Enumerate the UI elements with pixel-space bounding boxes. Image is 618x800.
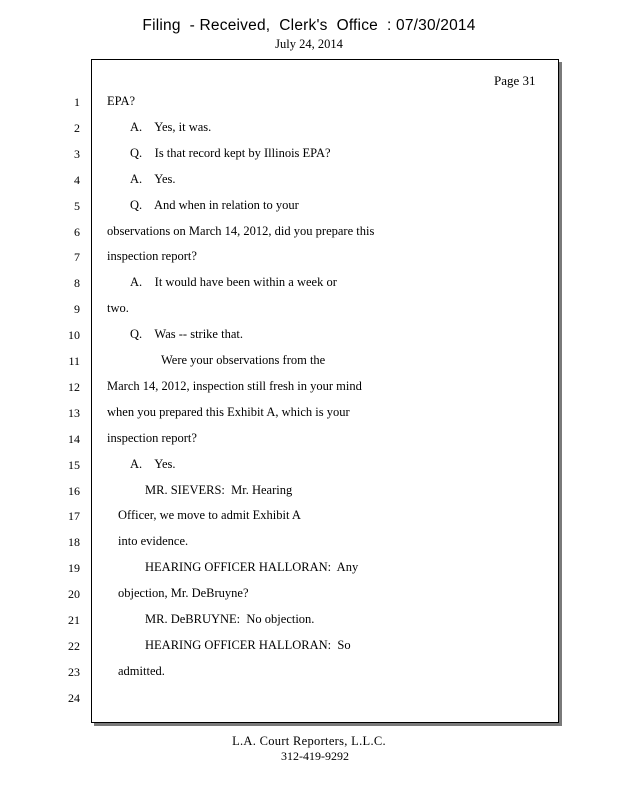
- line-number: 9: [74, 302, 80, 316]
- line-number: 2: [74, 121, 80, 135]
- line-number: 14: [68, 432, 80, 446]
- transcript-line-text: A. Yes.: [130, 457, 176, 471]
- transcript-line-text: March 14, 2012, inspection still fresh in your mind: [107, 379, 362, 393]
- transcript-line-text: Q. And when in relation to your: [130, 198, 299, 212]
- line-number: 17: [68, 509, 80, 523]
- line-number: 1: [74, 95, 80, 109]
- transcript-line-text: Q. Was -- strike that.: [130, 327, 243, 341]
- transcript-line-text: inspection report?: [107, 249, 197, 263]
- line-number: 22: [68, 639, 80, 653]
- reporter-phone: 312-419-9292: [281, 749, 349, 763]
- transcript-line-text: Officer, we move to admit Exhibit A: [118, 508, 301, 522]
- line-number: 15: [68, 458, 80, 472]
- transcript-date: July 24, 2014: [275, 37, 343, 51]
- line-number: 12: [68, 380, 80, 394]
- line-number: 24: [68, 691, 80, 705]
- line-number: 23: [68, 665, 80, 679]
- line-number: 4: [74, 173, 80, 187]
- transcript-line-text: Q. Is that record kept by Illinois EPA?: [130, 146, 331, 160]
- transcript-line-text: MR. SIEVERS: Mr. Hearing: [145, 483, 293, 497]
- transcript-line-text: when you prepared this Exhibit A, which is your: [107, 405, 350, 419]
- line-number: 7: [74, 250, 80, 264]
- transcript-line-text: admitted.: [118, 664, 165, 678]
- line-number: 10: [68, 328, 80, 342]
- page-number: Page 31: [494, 73, 536, 88]
- line-number: 6: [74, 225, 80, 239]
- line-number: 8: [74, 276, 80, 290]
- line-number: 11: [68, 354, 80, 368]
- filing-stamp: Filing - Received, Clerk's Office : 07/30/2014: [142, 17, 476, 34]
- transcript-line-text: objection, Mr. DeBruyne?: [118, 586, 249, 600]
- transcript-line-text: HEARING OFFICER HALLORAN: So: [145, 638, 351, 652]
- line-number: 18: [68, 535, 80, 549]
- transcript-line-text: EPA?: [107, 94, 136, 108]
- line-number: 13: [68, 406, 80, 420]
- line-number: 20: [68, 587, 80, 601]
- transcript-line-text: A. It would have been within a week or: [130, 275, 337, 289]
- transcript-line-text: MR. DeBRUYNE: No objection.: [145, 612, 315, 626]
- line-number: 5: [74, 199, 80, 213]
- transcript-line-text: inspection report?: [107, 431, 197, 445]
- transcript-line-text: HEARING OFFICER HALLORAN: Any: [145, 560, 359, 574]
- line-number: 21: [68, 613, 80, 627]
- line-number: 16: [68, 484, 80, 498]
- transcript-line-text: A. Yes.: [130, 172, 176, 186]
- transcript-line-text: observations on March 14, 2012, did you prepare this: [107, 224, 375, 238]
- transcript-line-text: two.: [107, 301, 129, 315]
- transcript-line-text: A. Yes, it was.: [130, 120, 212, 134]
- transcript-line-text: into evidence.: [118, 534, 189, 548]
- line-number: 3: [74, 147, 80, 161]
- line-number: 19: [68, 561, 80, 575]
- transcript-line-text: Were your observations from the: [161, 353, 326, 367]
- reporter-company: L.A. Court Reporters, L.L.C.: [232, 734, 386, 748]
